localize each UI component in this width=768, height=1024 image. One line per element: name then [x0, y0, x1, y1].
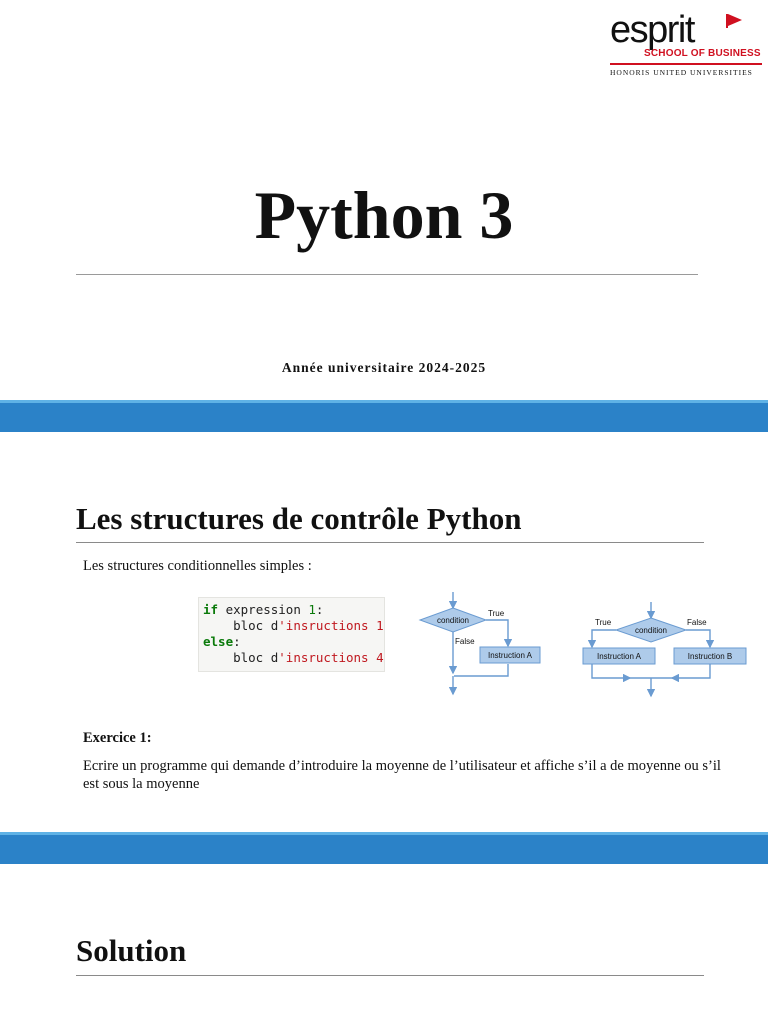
condition-label: condition	[634, 626, 668, 635]
flowchart-if-else	[580, 598, 748, 700]
code-keyword-else: else	[203, 634, 234, 649]
true-label: True	[595, 618, 612, 627]
instruction-b-label: Instruction B	[687, 652, 733, 661]
logo-network: HONORIS UNITED UNIVERSITIES	[610, 68, 753, 77]
logo-flag-icon	[728, 14, 742, 26]
code-text: bloc d	[203, 618, 279, 633]
code-colon: :	[315, 602, 324, 617]
code-snippet	[198, 597, 385, 672]
code-string: 'insructions 4	[278, 650, 384, 665]
logo-wordmark: esprit	[610, 9, 694, 51]
code-keyword-if: if	[203, 602, 219, 617]
flowchart-if	[412, 590, 546, 700]
title-divider	[76, 274, 698, 275]
false-label: False	[455, 637, 475, 646]
code-colon: :	[233, 634, 241, 649]
code-number: 1	[308, 602, 316, 617]
false-label: False	[687, 618, 707, 627]
academic-year: Année universitaire 2024-2025	[281, 360, 487, 375]
presentation-title: Python 3	[254, 177, 514, 253]
code-string: 'insructions 1	[278, 618, 384, 633]
slide-subtitle: Les structures conditionnelles simples :	[83, 558, 312, 574]
esprit-logo	[610, 10, 762, 76]
true-label: True	[488, 609, 505, 618]
slide-title-divider	[76, 542, 704, 543]
slide-separator-band	[0, 400, 768, 432]
exercise-title: Exercice 1:	[83, 730, 152, 746]
code-text: bloc d	[203, 650, 279, 665]
slide-separator-band	[0, 832, 768, 864]
code-text: expression	[218, 602, 309, 617]
instruction-a-label: Instruction A	[596, 652, 642, 661]
instruction-a-label: Instruction A	[487, 651, 533, 660]
slide-title: Les structures de contrôle Python	[76, 501, 522, 536]
exercise-text: Ecrire un programme qui demande d’introduire la moyenne de l’utilisateur et affiche s’il a de moyenne ou s’il est sous la moyenne	[83, 758, 721, 792]
slide-title: Solution	[76, 933, 187, 968]
logo-tagline: SCHOOL OF BUSINESS	[644, 48, 761, 59]
logo-divider	[610, 63, 762, 65]
condition-label: condition	[436, 616, 470, 625]
slide-title-divider	[76, 975, 704, 976]
